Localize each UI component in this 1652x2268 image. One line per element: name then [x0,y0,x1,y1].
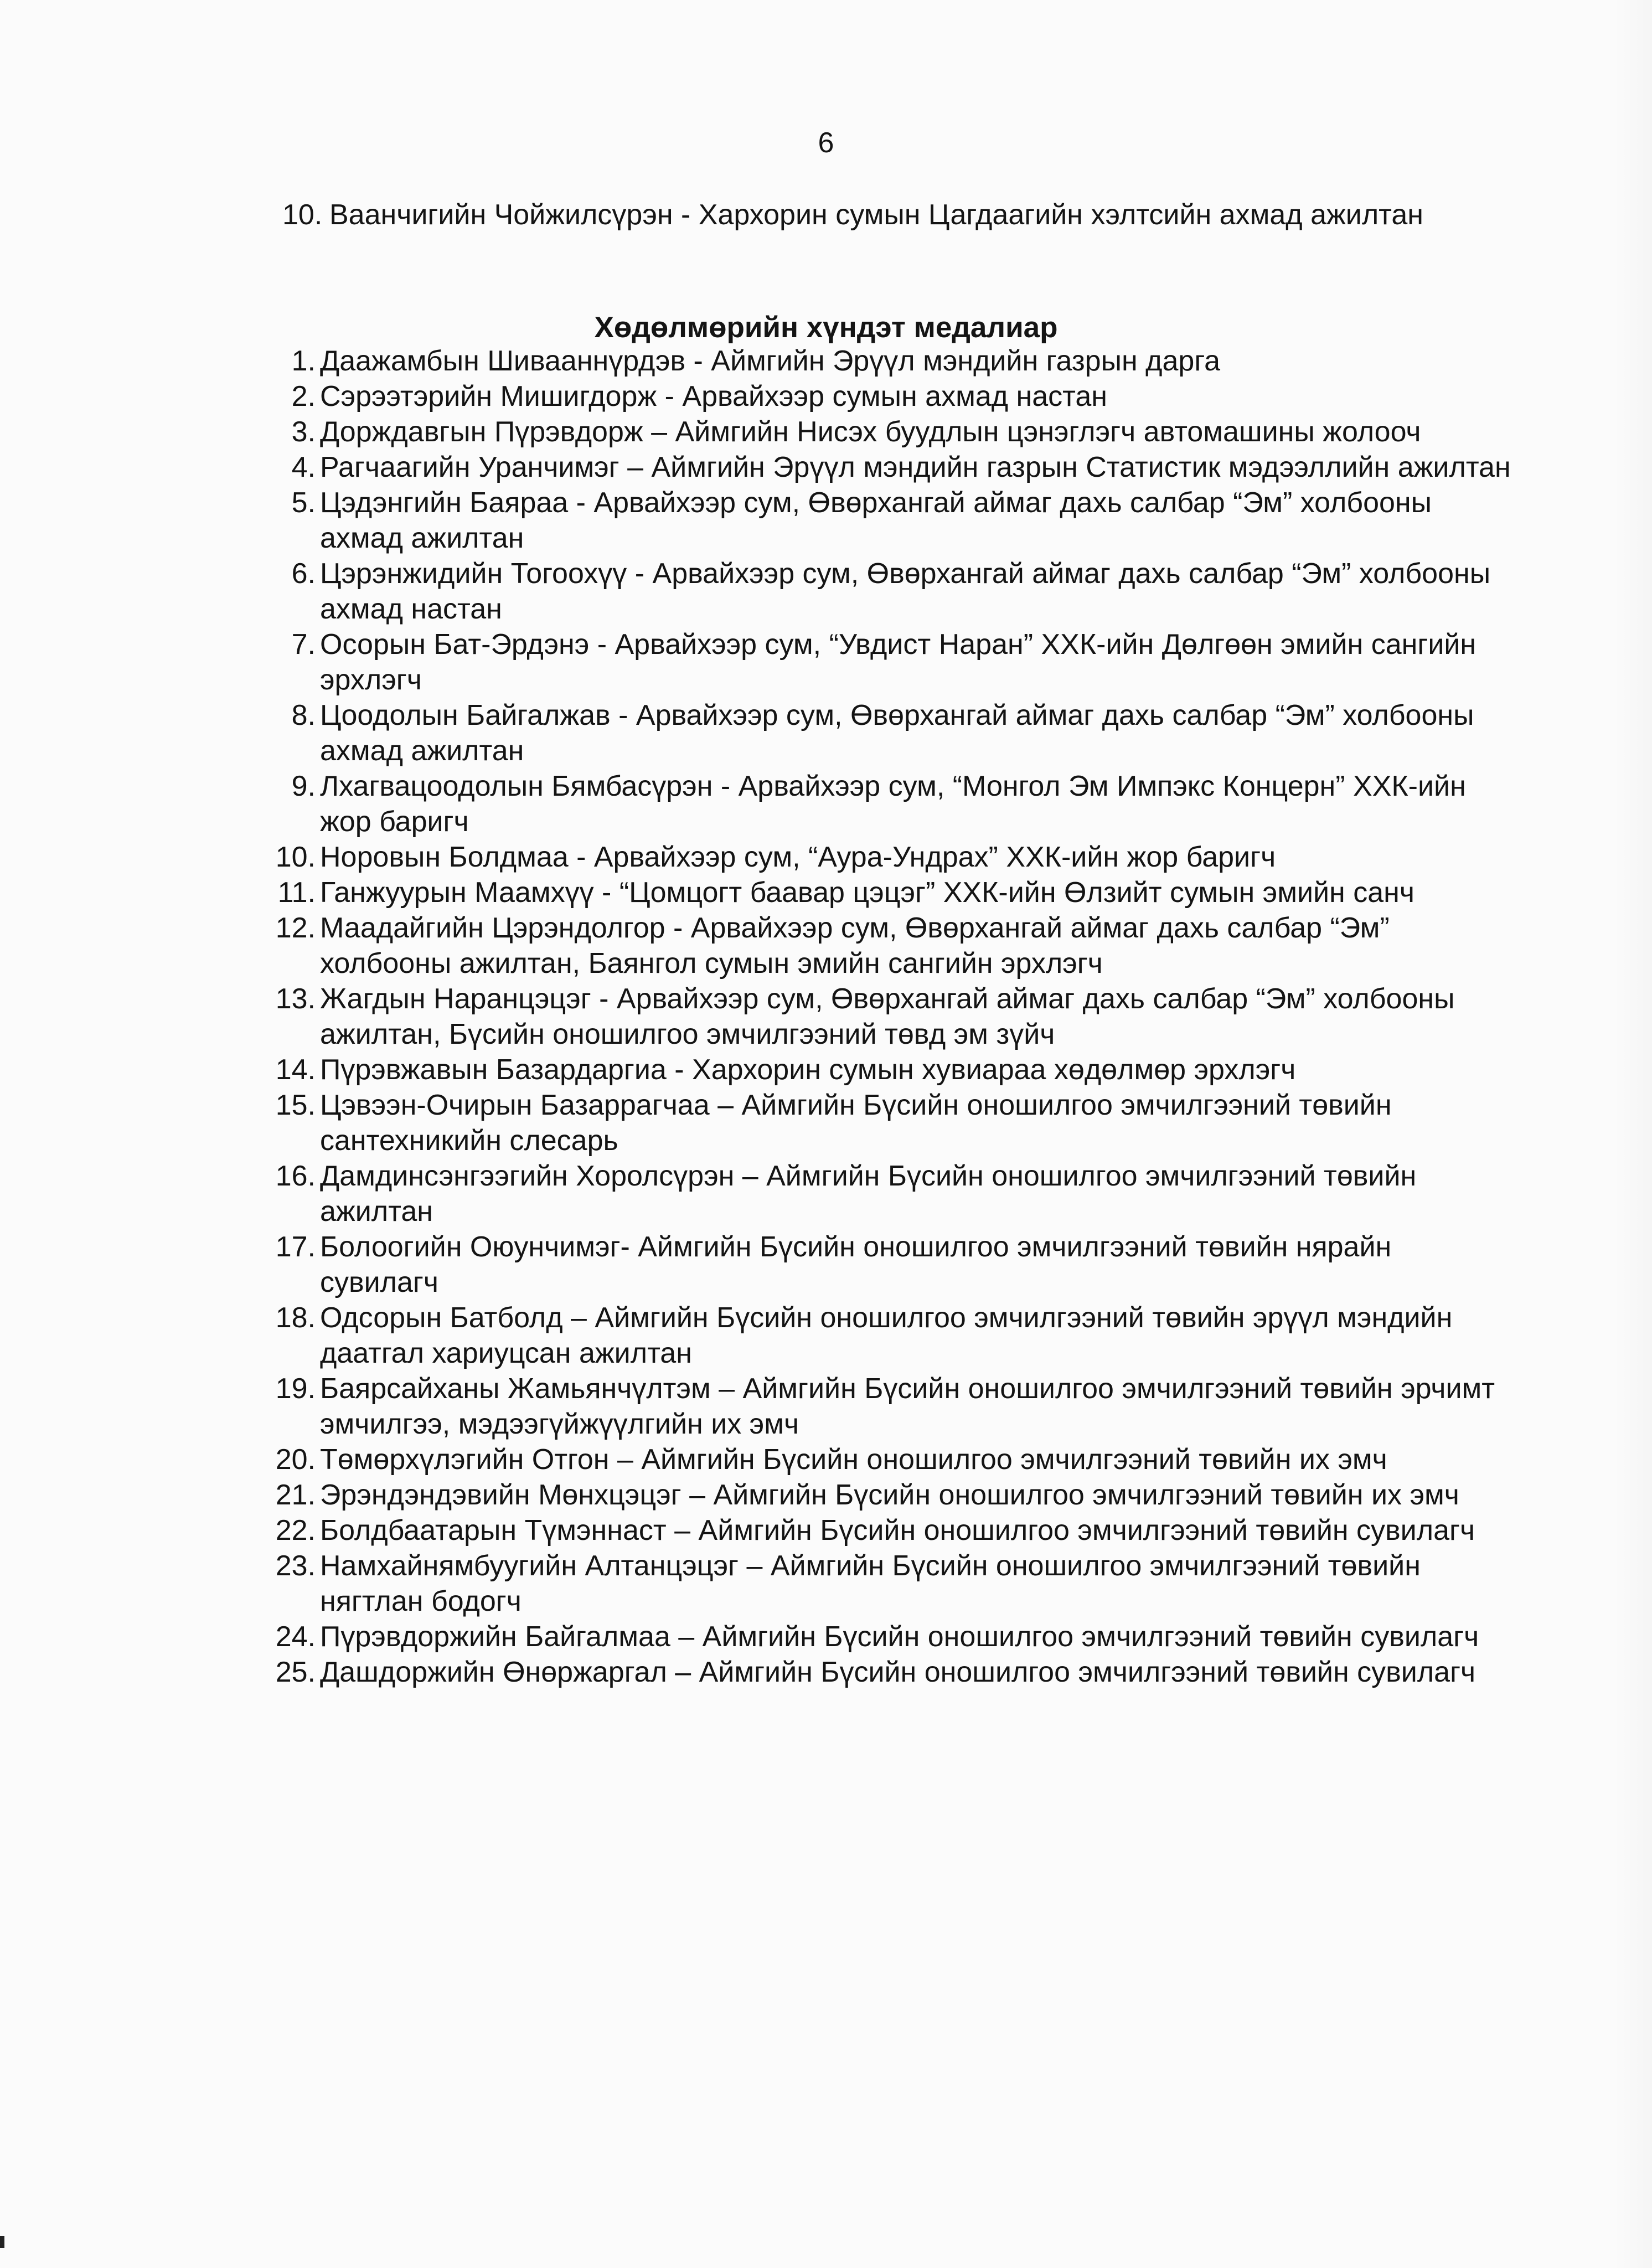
page-number: 6 [818,127,834,159]
list-item [266,698,1517,769]
list-item-text: Болоогийн Оюунчимэг- Аймгийн Бүсийн оношилгоо эмчилгээний төвийн нярайн сувилагч [320,1231,1392,1298]
list-item [266,875,1517,910]
list-item-text: Болдбаатарын Түмэннаст – Аймгийн Бүсийн оношилгоо эмчилгээний төвийн сувилагч [320,1514,1475,1547]
list-item [266,1158,1517,1229]
list-item-text: Төмөрхүлэгийн Отгон – Аймгийн Бүсийн оношилгоо эмчилгээний төвийн их эмч [320,1444,1387,1476]
list-item-text: Рагчаагийн Уранчимэг – Аймгийн Эрүүл мэндийн газрын Статистик мэдээллийн ажилтан [320,451,1511,483]
list-item-number: 1. [291,345,316,377]
list-item-number: 23. [275,1550,316,1582]
list-item [266,1477,1517,1513]
list-item [266,379,1517,414]
list-item [266,981,1517,1052]
list-item-number: 10. [282,199,323,231]
list-item [266,1654,1517,1690]
list-item-text: Жагдын Наранцэцэг - Арвайхээр сум, Өвөрхангай аймаг дахь салбар “Эм” холбооны ажилтан, Бүсийн оношилгоо эмчилгээний төвд эм зүйч [320,983,1455,1050]
list-item-number: 14. [275,1054,316,1086]
list-item-number: 24. [275,1621,316,1653]
list-item-number: 21. [275,1479,316,1511]
list-item-text: Сэрээтэрийн Мишигдорж - Арвайхээр сумын ахмад настан [320,380,1108,413]
list-item [266,556,1517,627]
list-item-number: 4. [291,451,316,483]
list-item-text: Цоодолын Байгалжав - Арвайхээр сум, Өвөрхангай аймаг дахь салбар “Эм” холбооны ахмад ажилтан [320,699,1474,767]
list-item-number: 2. [291,380,316,413]
list-item-number: 9. [291,770,316,802]
list-item-text: Маадайгийн Цэрэндолгор - Арвайхээр сум, Өвөрхангай аймаг дахь салбар “Эм” холбооны ажилтан, Баянгол сумын эмийн сангийн эрхлэгч [320,912,1390,980]
list-item-number: 13. [275,983,316,1015]
list-item [266,1300,1517,1371]
list-item-text: Лхагвацоодолын Бямбасүрэн - Арвайхээр сум, “Монгол Эм Импэкс Концерн” ХХК-ийн жор баригч [320,770,1466,838]
list-item-text: Пүрэвдоржийн Байгалмаа – Аймгийн Бүсийн оношилгоо эмчилгээний төвийн сувилагч [320,1621,1479,1653]
list-item-text: Дашдоржийн Өнөржаргал – Аймгийн Бүсийн оношилгоо эмчилгээний төвийн сувилагч [320,1656,1476,1688]
list-item-text: Дорждавгын Пүрэвдорж – Аймгийн Нисэх буудлын цэнэглэгч автомашины жолооч [320,416,1421,448]
list-item-text: Баярсайханы Жамьянчүлтэм – Аймгийн Бүсийн оношилгоо эмчилгээний төвийн эрчимт эмчилгээ, мэдээгүйжүүлгийн их эмч [320,1373,1495,1440]
list-item-text: Цэвээн-Очирын Базаррагчаа – Аймгийн Бүсийн оношилгоо эмчилгээний төвийн сантехникийн слесарь [320,1089,1392,1157]
list-item-text: Норовын Болдмаа - Арвайхээр сум, “Аура-Ундрах” ХХК-ийн жор баригч [320,841,1276,873]
list-item-text: Цэдэнгийн Баяраа - Арвайхээр сум, Өвөрхангай аймаг дахь салбар “Эм” холбооны ахмад ажилтан [320,487,1432,554]
list-item-number: 19. [275,1373,316,1405]
list-item [266,839,1517,875]
list-item-text: Ваанчигийн Чойжилсүрэн - Хархорин сумын Цагдаагийн хэлтсийн ахмад ажилтан [329,199,1424,231]
list-item-number: 12. [275,912,316,944]
list-item-number: 6. [291,558,316,590]
section-heading: Хөдөлмөрийн хүндэт медалиар [594,311,1058,344]
list-item-continued [282,197,1473,233]
list-item-text: Дамдинсэнгээгийн Хоролсүрэн – Аймгийн Бүсийн оношилгоо эмчилгээний төвийн ажилтан [320,1160,1417,1228]
list-item-number: 15. [275,1089,316,1121]
list-item-number: 11. [277,877,316,909]
list-item [266,910,1517,981]
list-item-text: Одсорын Батболд – Аймгийн Бүсийн оношилгоо эмчилгээний төвийн эрүүл мэндийн даатгал хариуцсан ажилтан [320,1302,1453,1369]
list-item [266,343,1517,379]
list-item [266,1513,1517,1548]
list-item-text: Эрэндэндэвийн Мөнхцэцэг – Аймгийн Бүсийн оношилгоо эмчилгээний төвийн их эмч [320,1479,1459,1511]
list-item-number: 25. [275,1656,316,1688]
list-item-text: Цэрэнжидийн Тогоохүү - Арвайхээр сум, Өвөрхангай аймаг дахь салбар “Эм” холбооны ахмад настан [320,558,1491,625]
list-item [266,485,1517,556]
list-item [266,1229,1517,1300]
list-item-number: 8. [291,699,316,731]
list-item [266,450,1517,485]
list-item-text: Намхайнямбуугийн Алтанцэцэг – Аймгийн Бүсийн оношилгоо эмчилгээний төвийн нягтлан бодогч [320,1550,1421,1617]
list-item-number: 10. [275,841,316,873]
list-item [266,627,1517,698]
list-item [266,414,1517,450]
list-item [266,1087,1517,1158]
list-item [266,1442,1517,1477]
list-item-number: 5. [291,487,316,519]
list-item-number: 3. [291,416,316,448]
list-item-text: Даажамбын Шивааннүрдэв - Аймгийн Эрүүл мэндийн газрын дарга [320,345,1221,377]
list-item-text: Ганжуурын Маамхүү - “Цомцогт баавар цэцэг” ХХК-ийн Өлзийт сумын эмийн санч [320,877,1414,909]
list-item-number: 7. [291,628,316,661]
list-item-text: Осорын Бат-Эрдэнэ - Арвайхээр сум, “Увдист Наран” ХХК-ийн Дөлгөөн эмийн сангийн эрхлэгч [320,628,1477,696]
list-item-text: Пүрэвжавын Базардаргиа - Хархорин сумын хувиараа хөдөлмөр эрхлэгч [320,1054,1296,1086]
list-item-number: 16. [275,1160,316,1192]
list-item [266,1052,1517,1087]
list-item-number: 20. [275,1444,316,1476]
medal-recipient-list [266,343,1517,1690]
list-item [266,1619,1517,1654]
list-item-number: 17. [275,1231,316,1263]
list-item [266,1548,1517,1619]
list-item-number: 18. [275,1302,316,1334]
scan-mark [0,2236,4,2248]
list-item [266,769,1517,839]
list-item-number: 22. [275,1514,316,1547]
list-item [266,1371,1517,1442]
